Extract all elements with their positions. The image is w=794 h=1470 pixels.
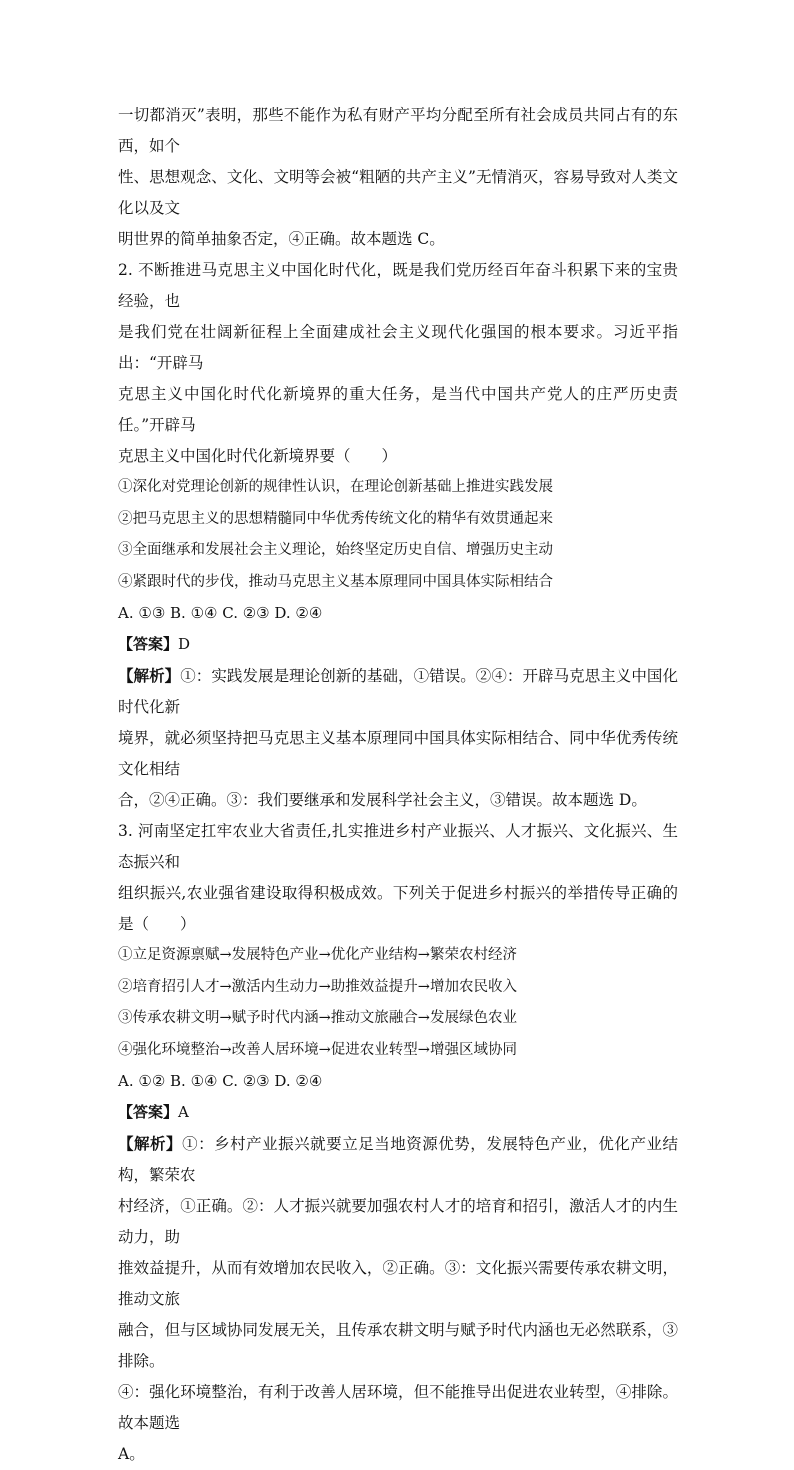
intro-paragraph	[118, 100, 678, 255]
answer-label: 【答案】	[118, 1103, 179, 1121]
analysis-line: 推效益提升，从而有效增加农民收入，②正确。③：文化振兴需要传承农耕文明，推动文旅	[118, 1259, 678, 1308]
question-stem-line: 是我们党在壮阔新征程上全面建成社会主义现代化强国的根本要求。习近平指出：“开辟马	[118, 323, 678, 372]
question-2	[118, 255, 678, 816]
question-option: ②把马克思主义的思想精髓同中华优秀传统文化的精华有效贯通起来	[118, 510, 553, 527]
question-3	[118, 816, 678, 1470]
analysis-line: 合，②④正确。③：我们要继承和发展科学社会主义，③错误。故本题选 D。	[118, 791, 647, 809]
analysis-text: ①：实践发展是理论创新的基础，①错误。②④：开辟马克思主义中国化时代化新	[118, 667, 678, 716]
question-option: ①深化对党理论创新的规律性认识，在理论创新基础上推进实践发展	[118, 479, 553, 495]
question-option: ④强化环境整治→改善人居环境→促进农业转型→增强区域协同	[118, 1041, 517, 1058]
answer-choices: A. ①② B. ①④ C. ②③ D. ②④	[118, 1072, 323, 1090]
analysis-line: 境界，就必须坚持把马克思主义基本原理同中国具体实际相结合、同中华优秀传统文化相结	[118, 729, 678, 778]
question-stem-line: 克思主义中国化时代化新境界要（ ）	[118, 447, 398, 465]
analysis-label: 【解析】	[118, 666, 181, 685]
text-line: 一切都消灭”表明，那些不能作为私有财产平均分配至所有社会成员共同占有的东西，如个	[118, 106, 678, 155]
answer-choices: A. ①③ B. ①④ C. ②③ D. ②④	[118, 604, 323, 622]
answer-label: 【答案】	[118, 635, 179, 653]
analysis-text: ①：乡村产业振兴就要立足当地资源优势，发展特色产业，优化产业结构，繁荣农	[118, 1135, 678, 1184]
analysis-line	[118, 1128, 678, 1191]
question-stem-line: 2. 不断推进马克思主义中国化时代化，既是我们党历经百年奋斗积累下来的宝贵经验，也	[118, 261, 678, 310]
question-stem-line: 3. 河南坚定扛牢农业大省责任,扎实推进乡村产业振兴、人才振兴、文化振兴、生态振兴和	[118, 822, 678, 871]
answer-value: D	[178, 635, 191, 653]
analysis-line: 村经济，①正确。②：人才振兴就要加强农村人才的培育和招引，激活人才的内生动力，助	[118, 1197, 678, 1246]
answer-value: A	[178, 1103, 189, 1121]
analysis-label: 【解析】	[118, 1134, 183, 1153]
question-stem-line: 克思主义中国化时代化新境界的重大任务，是当代中国共产党人的庄严历史责任。”开辟马	[118, 385, 678, 434]
text-line: 性、思想观念、文化、文明等会被“粗陋的共产主义”无情消灭，容易导致对人类文化以及文	[118, 168, 678, 217]
document-page	[118, 100, 678, 1470]
question-option: ③传承农耕文明→赋予时代内涵→推动文旅融合→发展绿色农业	[118, 1010, 517, 1026]
analysis-line: 融合，但与区域协同发展无关，且传承农耕文明与赋予时代内涵也无必然联系，③排除。	[118, 1321, 678, 1370]
text-line: 明世界的简单抽象否定，④正确。故本题选 C。	[118, 230, 445, 248]
analysis-line	[118, 660, 678, 723]
question-option: ①立足资源禀赋→发展特色产业→优化产业结构→繁荣农村经济	[118, 947, 517, 963]
question-option: ③全面继承和发展社会主义理论，始终坚定历史自信、增强历史主动	[118, 542, 553, 558]
question-option: ④紧跟时代的步伐，推动马克思主义基本原理同中国具体实际相结合	[118, 573, 553, 590]
answer-line	[118, 1097, 678, 1128]
analysis-line: A。	[118, 1445, 145, 1463]
answer-line	[118, 629, 678, 660]
question-stem-line: 组织振兴,农业强省建设取得积极成效。下列关于促进乡村振兴的举措传导正确的是（ ）	[118, 884, 678, 933]
question-option: ②培育招引人才→激活内生动力→助推效益提升→增加农民收入	[118, 978, 517, 995]
analysis-line: ④：强化环境整治，有利于改善人居环境，但不能推导出促进农业转型，④排除。故本题选	[118, 1383, 678, 1432]
